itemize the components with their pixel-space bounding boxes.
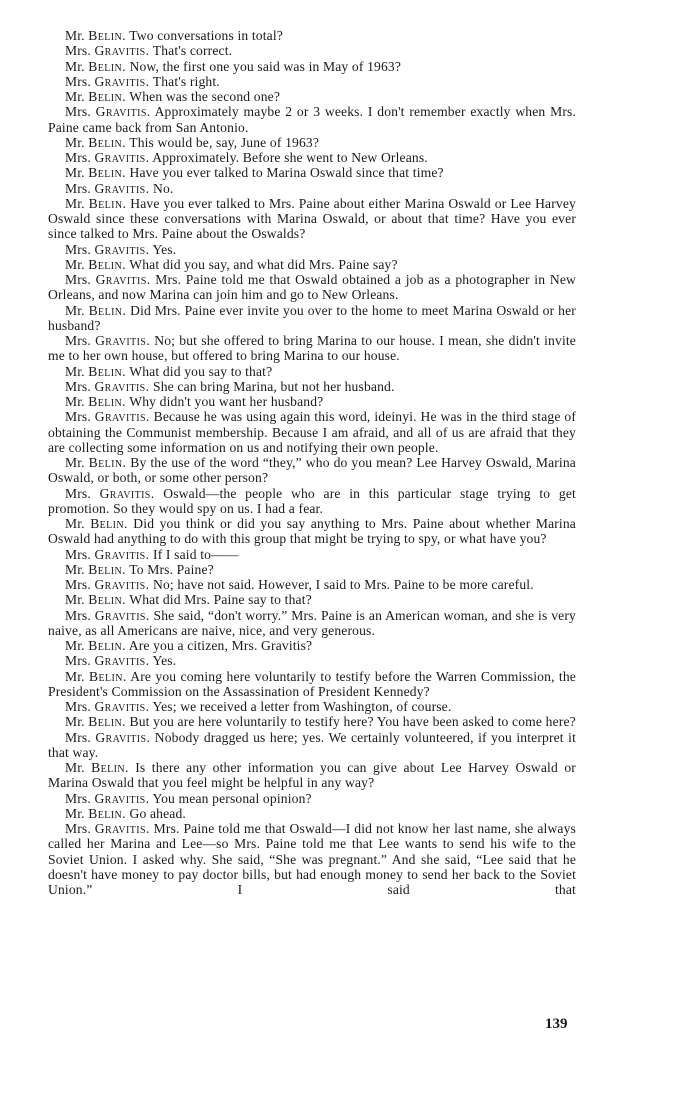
speaker-name: Gravitis. — [94, 546, 150, 562]
statement-text: Yes; we received a letter from Washington, of course. — [152, 699, 452, 714]
speaker-name: Gravitis. — [94, 43, 150, 59]
speaker-title: Mr. — [65, 58, 85, 74]
testimony-paragraph — [48, 806, 576, 821]
testimony-paragraph — [48, 577, 576, 592]
testimony-paragraph — [48, 303, 576, 334]
speaker-name: Belin. — [88, 394, 126, 409]
statement-text: Have you ever talked to Marina Oswald since that time? — [129, 165, 444, 181]
testimony-paragraph — [48, 364, 576, 379]
speaker-title: Mrs. — [65, 73, 91, 89]
statement-text: Did you think or did you say anything to Mrs. Paine about whether Marina Oswald had anything to do with this group that might be trying to spy, or what have you? — [48, 516, 576, 547]
speaker-title: Mr. — [65, 256, 85, 272]
speaker-title: Mr. — [65, 89, 85, 104]
speaker-name: Belin. — [88, 302, 127, 318]
speaker-title: Mr. — [65, 363, 85, 379]
speaker-title: Mr. — [65, 561, 85, 577]
speaker-title: Mrs. — [65, 409, 91, 425]
speaker-title: Mrs. — [65, 43, 91, 59]
statement-text: Because he was using again this word, ideinyi. He was in the third stage of obtaining the Communist membership. Because I am afraid, and all of us are afraid that they are collecting some information on us and notifying their own people. — [48, 409, 576, 455]
speaker-title: Mr. — [65, 714, 85, 730]
testimony-paragraph — [48, 653, 576, 668]
speaker-name: Belin. — [88, 134, 126, 150]
statement-text: Approximately maybe 2 or 3 weeks. I don't remember exactly when Mrs. Paine came back from San Antonio. — [48, 104, 576, 135]
speaker-name: Belin. — [91, 760, 129, 775]
testimony-paragraph — [48, 181, 576, 196]
speaker-title: Mrs. — [65, 607, 91, 623]
speaker-title: Mr. — [65, 302, 85, 318]
testimony-paragraph — [48, 196, 576, 242]
speaker-title: Mrs. — [65, 699, 91, 714]
testimony-paragraph — [48, 699, 576, 714]
speaker-name: Belin. — [88, 455, 127, 470]
statement-text: You mean personal opinion? — [152, 790, 312, 806]
speaker-name: Gravitis. — [94, 699, 150, 714]
statement-text: What did you say, and what did Mrs. Paine say? — [129, 256, 398, 272]
statement-text: That's right. — [152, 73, 220, 89]
speaker-title: Mrs. — [65, 485, 91, 501]
statement-text: Did Mrs. Paine ever invite you over to the home to meet Marina Oswald or her husband? — [48, 302, 576, 333]
statement-text: Nobody dragged us here; yes. We certainly volunteered, if you interpret it that way. — [48, 729, 576, 760]
speaker-title: Mrs. — [65, 577, 91, 592]
statement-text: But you are here voluntarily to testify here? You have been asked to come here? — [129, 714, 576, 730]
testimony-text — [48, 28, 576, 897]
testimony-paragraph — [48, 394, 576, 409]
speaker-name: Belin. — [88, 363, 126, 379]
testimony-paragraph — [48, 409, 576, 455]
speaker-title: Mr. — [65, 165, 85, 181]
speaker-title: Mr. — [65, 516, 85, 531]
testimony-paragraph — [48, 135, 576, 150]
speaker-name: Gravitis. — [94, 607, 150, 623]
speaker-name: Belin. — [88, 58, 126, 74]
testimony-paragraph — [48, 43, 576, 58]
testimony-paragraph — [48, 242, 576, 257]
speaker-name: Belin. — [90, 516, 128, 531]
speaker-title: Mrs. — [65, 104, 91, 120]
statement-text: Are you coming here voluntarily to testify before the Warren Commission, the President's Commission on the Assassination of President Kennedy? — [48, 668, 576, 699]
testimony-paragraph — [48, 379, 576, 394]
speaker-name: Gravitis. — [99, 485, 155, 501]
speaker-name: Belin. — [88, 714, 126, 730]
testimony-paragraph — [48, 28, 576, 43]
statement-text: Mrs. Paine told me that Oswald obtained a job as a photographer in New Orleans, and now Marina can join him and go to New Orleans. — [48, 272, 576, 303]
statement-text: When was the second one? — [129, 89, 281, 104]
statement-text: Now, the first one you said was in May of 1963? — [129, 58, 402, 74]
statement-text: No; but she offered to bring Marina to our house. I mean, she didn't invite me to her own house, but offered to bring Marina to our house. — [48, 333, 576, 364]
speaker-name: Gravitis. — [94, 241, 150, 257]
testimony-paragraph — [48, 547, 576, 562]
speaker-name: Gravitis. — [94, 73, 150, 89]
testimony-paragraph — [48, 608, 576, 639]
statement-text: To Mrs. Paine? — [129, 561, 214, 577]
testimony-paragraph — [48, 592, 576, 607]
speaker-name: Belin. — [88, 805, 126, 821]
speaker-name: Belin. — [88, 592, 126, 608]
statement-text: Yes. — [152, 653, 177, 669]
speaker-title: Mrs. — [65, 180, 91, 196]
testimony-paragraph — [48, 455, 576, 486]
speaker-title: Mr. — [65, 394, 85, 409]
speaker-name: Belin. — [88, 561, 126, 577]
speaker-name: Gravitis. — [94, 653, 150, 669]
speaker-name: Gravitis. — [94, 180, 150, 196]
statement-text: She said, “don't worry.” Mrs. Paine is an American woman, and she is very naive, as all Americans are naive, nice, and very generous. — [48, 607, 576, 638]
testimony-paragraph — [48, 272, 576, 303]
statement-text: Mrs. Paine told me that Oswald—I did not know her last name, she always called her Marina and Lee—so Mrs. Paine told me that Lee wants to send his wife to the Soviet Union. I asked why. She said, “She was pregnant.” And she said, “Lee said that he doesn't have money to pay doctor bills, but had enough money to send her back to the Soviet Union.” I said that — [48, 821, 576, 897]
testimony-paragraph — [48, 486, 576, 517]
statement-text: Have you ever talked to Mrs. Paine about either Marina Oswald or Lee Harvey Oswald since these conversations with Marina Oswald, or about that time? Have you ever since talked to Mrs. Paine about the Oswalds? — [48, 195, 576, 242]
statement-text: Oswald—the people who are in this particular stage trying to get promotion. So they would spy on us. I had a fear. — [48, 485, 576, 516]
speaker-name: Gravitis. — [95, 729, 151, 745]
speaker-name: Belin. — [89, 668, 127, 684]
speaker-name: Gravitis. — [94, 378, 150, 394]
statement-text: If I said to—— — [153, 546, 239, 562]
speaker-title: Mr. — [65, 638, 85, 653]
statement-text: Approximately. Before she went to New Orleans. — [152, 150, 428, 165]
page-number: 139 — [545, 1016, 568, 1032]
statement-text: Is there any other information you can give about Lee Harvey Oswald or Marina Oswald that you feel might be helpful in any way? — [48, 760, 576, 791]
speaker-title: Mrs. — [65, 821, 91, 836]
statement-text: Are you a citizen, Mrs. Gravitis? — [128, 638, 313, 653]
statement-text: Go ahead. — [129, 805, 186, 821]
speaker-title: Mr. — [65, 805, 85, 821]
speaker-title: Mr. — [65, 592, 85, 608]
speaker-name: Belin. — [88, 28, 126, 43]
statement-text: What did Mrs. Paine say to that? — [129, 592, 312, 608]
speaker-name: Belin. — [88, 638, 126, 653]
statement-text: This would be, say, June of 1963? — [129, 134, 320, 150]
speaker-name: Gravitis. — [95, 333, 151, 348]
testimony-paragraph — [48, 638, 576, 653]
testimony-paragraph — [48, 821, 576, 897]
speaker-name: Belin. — [88, 195, 127, 211]
speaker-title: Mr. — [65, 195, 85, 211]
speaker-name: Gravitis. — [94, 821, 150, 836]
statement-text: Why didn't you want her husband? — [129, 394, 324, 409]
speaker-title: Mrs. — [65, 378, 91, 394]
speaker-title: Mrs. — [65, 729, 91, 745]
testimony-paragraph — [48, 257, 576, 272]
testimony-paragraph — [48, 59, 576, 74]
testimony-paragraph — [48, 74, 576, 89]
speaker-title: Mr. — [65, 455, 85, 470]
statement-text: By the use of the word “they,” who do you mean? Lee Harvey Oswald, Marina Oswald, or both, or some other person? — [48, 455, 576, 486]
testimony-paragraph — [48, 150, 576, 165]
statement-text: She can bring Marina, but not her husband. — [153, 378, 395, 394]
testimony-paragraph — [48, 791, 576, 806]
speaker-title: Mr. — [65, 668, 85, 684]
speaker-name: Belin. — [88, 165, 126, 181]
speaker-name: Gravitis. — [94, 409, 150, 425]
testimony-paragraph — [48, 669, 576, 700]
speaker-title: Mrs. — [65, 272, 91, 287]
testimony-paragraph — [48, 760, 576, 791]
speaker-name: Belin. — [88, 256, 126, 272]
testimony-paragraph — [48, 516, 576, 547]
speaker-title: Mrs. — [65, 546, 91, 562]
testimony-paragraph — [48, 165, 576, 180]
testimony-paragraph — [48, 333, 576, 364]
speaker-name: Gravitis. — [94, 150, 150, 165]
statement-text: No; have not said. However, I said to Mrs. Paine to be more careful. — [153, 577, 534, 592]
speaker-title: Mr. — [65, 134, 85, 150]
testimony-paragraph — [48, 562, 576, 577]
statement-text: No. — [153, 180, 174, 196]
speaker-title: Mrs. — [65, 790, 91, 806]
statement-text: Two conversations in total? — [129, 28, 283, 43]
speaker-title: Mrs. — [65, 653, 91, 669]
testimony-paragraph — [48, 714, 576, 729]
speaker-name: Gravitis. — [94, 577, 150, 592]
speaker-title: Mr. — [65, 28, 85, 43]
speaker-title: Mrs. — [65, 150, 91, 165]
speaker-name: Gravitis. — [95, 104, 151, 120]
speaker-title: Mrs. — [65, 241, 91, 257]
statement-text: That's correct. — [152, 43, 233, 59]
testimony-paragraph — [48, 730, 576, 761]
statement-text: What did you say to that? — [129, 363, 273, 379]
speaker-name: Gravitis. — [95, 272, 151, 287]
speaker-title: Mr. — [65, 760, 85, 775]
testimony-paragraph — [48, 104, 576, 135]
speaker-title: Mrs. — [65, 333, 91, 348]
testimony-paragraph — [48, 89, 576, 104]
speaker-name: Gravitis. — [94, 790, 150, 806]
speaker-name: Belin. — [88, 89, 126, 104]
statement-text: Yes. — [152, 241, 177, 257]
